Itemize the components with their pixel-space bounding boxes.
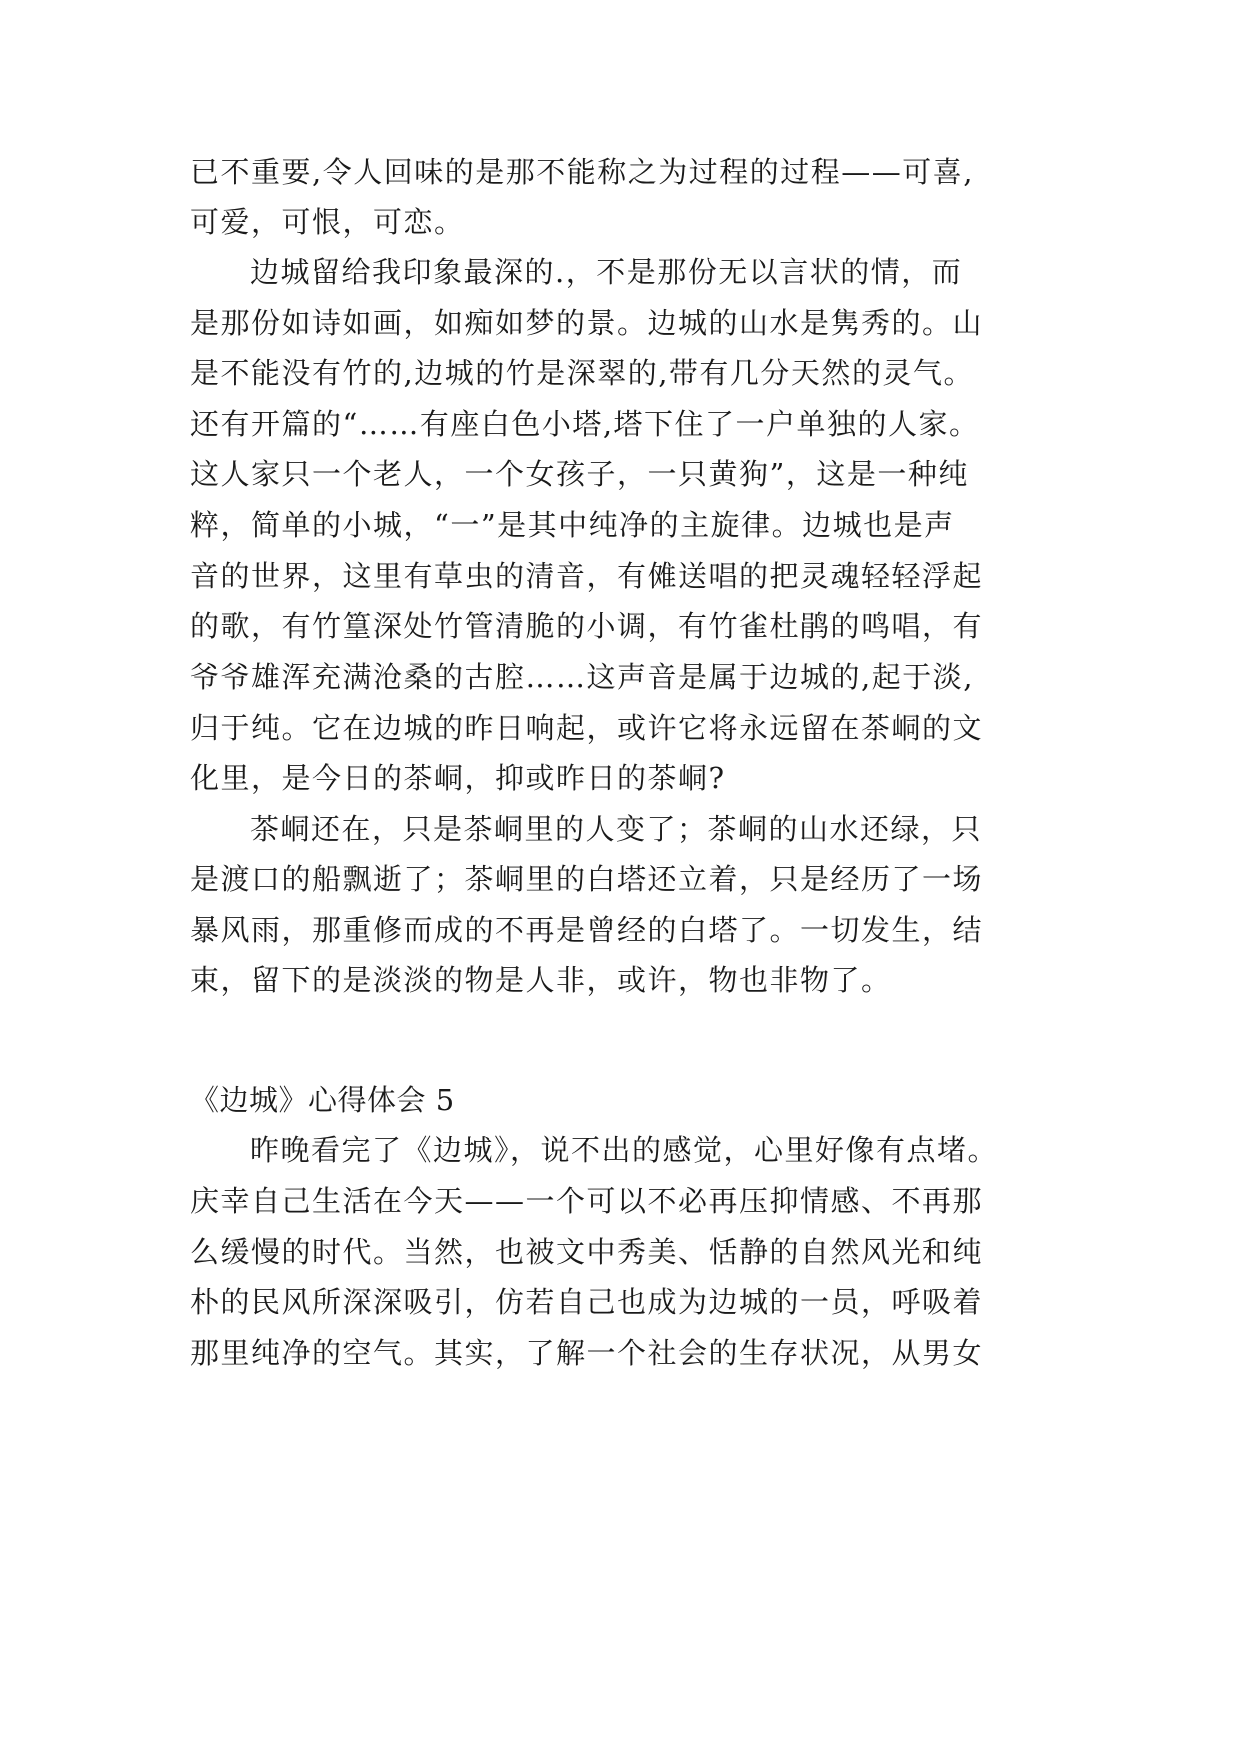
paragraph-line: 粹，简单的小城，“一”是其中纯净的主旋律。边城也是声 — [190, 508, 955, 542]
paragraph-line: 昨晚看完了《边城》，说不出的感觉，心里好像有点堵。 — [250, 1133, 999, 1167]
paragraph-line: 可爱，可恨，可恋。 — [190, 205, 465, 239]
paragraph-line: 的歌，有竹篁深处竹管清脆的小调，有竹雀杜鹃的鸣唱，有 — [190, 609, 984, 643]
paragraph-line: 爷爷雄浑充满沧桑的古腔……这声音是属于边城的,起于淡, — [190, 660, 974, 694]
section-title: 《边城》心得体会 5 — [190, 1083, 455, 1117]
paragraph-line: 那里纯净的空气。其实，了解一个社会的生存状况，从男女 — [190, 1336, 984, 1370]
paragraph-line: 这人家只一个老人，一个女孩子，一只黄狗”，这是一种纯 — [190, 457, 969, 491]
paragraph-line: 归于纯。它在边城的昨日响起，或许它将永远留在茶峒的文 — [190, 711, 984, 745]
paragraph-line: 是那份如诗如画，如痴如梦的景。边城的山水是隽秀的。山 — [190, 306, 984, 340]
paragraph-line: 庆幸自己生活在今天——一个可以不必再压抑情感、不再那 — [190, 1184, 984, 1218]
paragraph-line: 是不能没有竹的,边城的竹是深翠的,带有几分天然的灵气。 — [190, 356, 974, 390]
paragraph-line: 暴风雨，那重修而成的不再是曾经的白塔了。一切发生，结 — [190, 913, 984, 947]
paragraph-line: 朴的民风所深深吸引，仿若自己也成为边城的一员，呼吸着 — [190, 1285, 984, 1319]
paragraph-line: 茶峒还在，只是茶峒里的人变了；茶峒的山水还绿，只 — [250, 812, 983, 846]
paragraph-line: 已不重要,令人回味的是那不能称之为过程的过程——可喜, — [190, 155, 974, 189]
paragraph-line: 边城留给我印象最深的.，不是那份无以言状的情，而 — [250, 255, 963, 289]
paragraph-line: 束，留下的是淡淡的物是人非，或许，物也非物了。 — [190, 963, 892, 997]
paragraph-line: 还有开篇的“……有座白色小塔,塔下住了一户单独的人家。 — [190, 407, 980, 441]
paragraph-line: 化里，是今日的茶峒，抑或昨日的茶峒? — [190, 761, 726, 795]
paragraph-line: 音的世界，这里有草虫的清音，有傩送唱的把灵魂轻轻浮起 — [190, 559, 984, 593]
paragraph-line: 么缓慢的时代。当然，也被文中秀美、恬静的自然风光和纯 — [190, 1235, 984, 1269]
paragraph-line: 是渡口的船飘逝了；茶峒里的白塔还立着，只是经历了一场 — [190, 862, 984, 896]
